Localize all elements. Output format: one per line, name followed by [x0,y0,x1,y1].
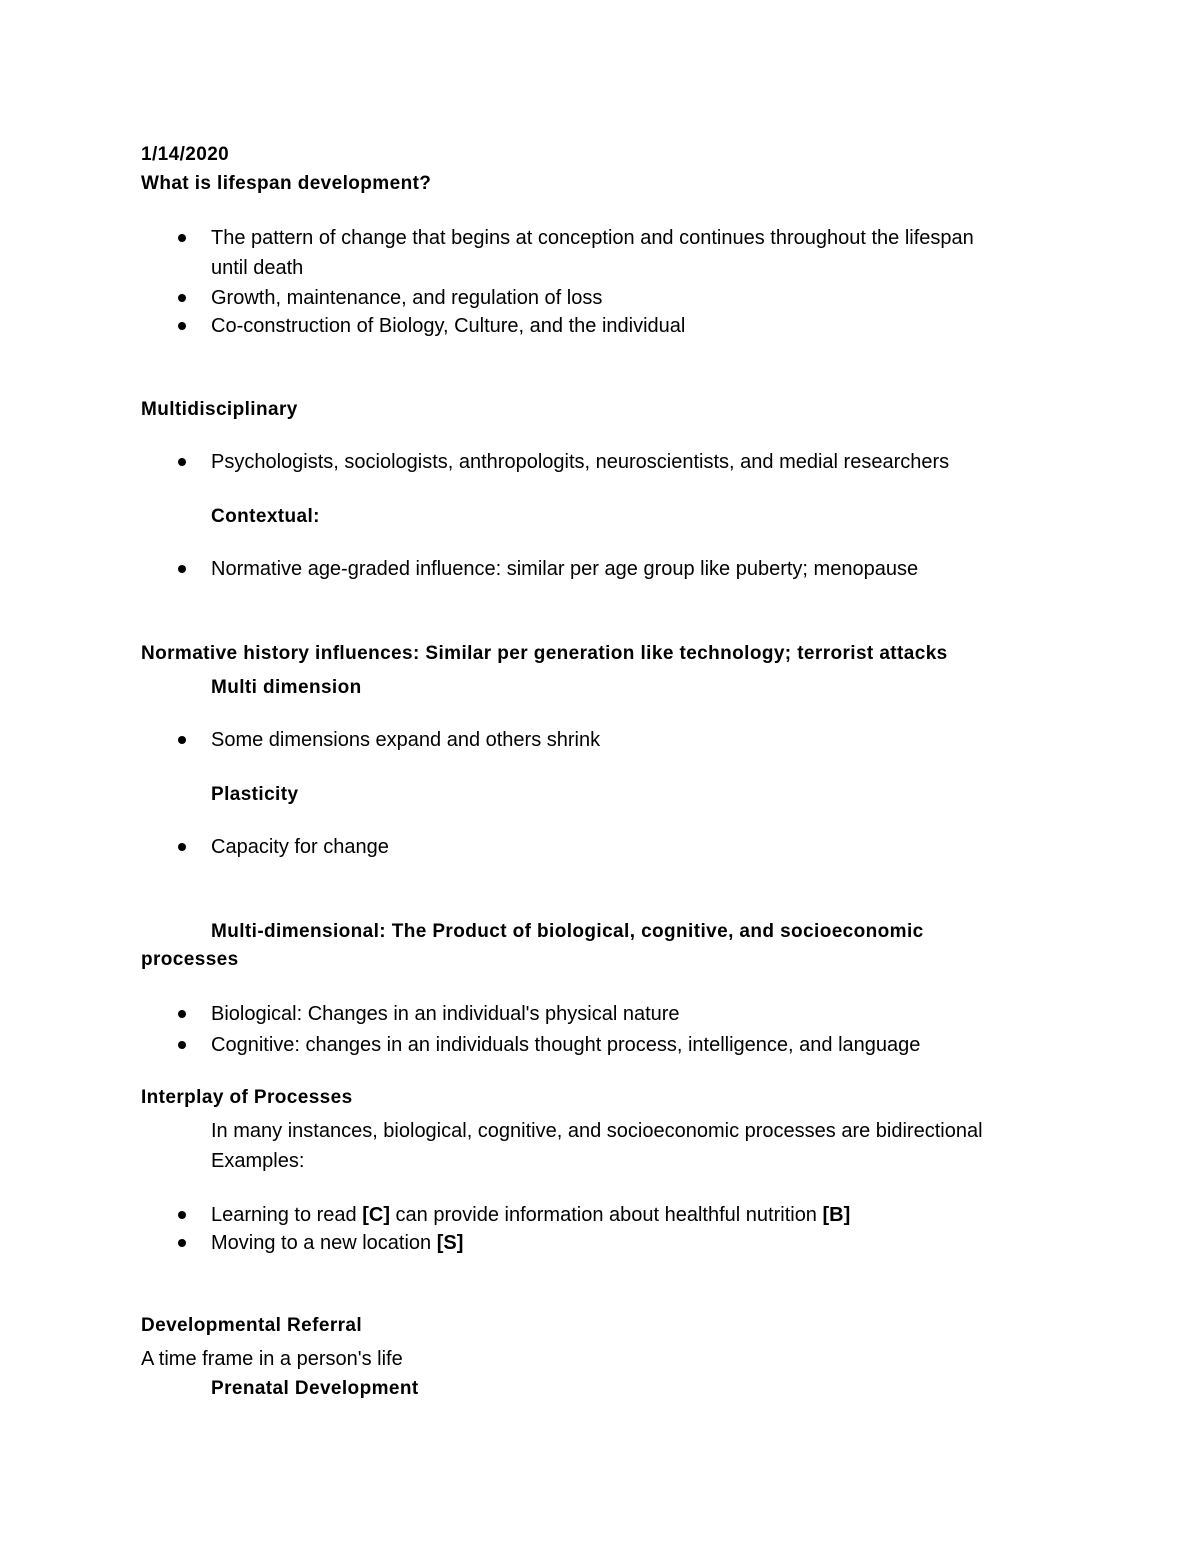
paragraph-text: A time frame in a person's life [141,1348,403,1370]
bullet-icon [178,322,186,330]
heading-multidisciplinary: Multidisciplinary [141,399,298,420]
list-item: Co-construction of Biology, Culture, and the individual [211,315,686,337]
heading-contextual: Contextual: [211,506,320,527]
heading-lifespan-development: What is lifespan development? [141,173,432,194]
category-tag: [B] [822,1204,851,1226]
bullet-icon [178,843,186,851]
bullet-icon [178,736,186,744]
bullet-icon [178,1010,186,1018]
bullet-icon [178,1239,186,1247]
heading-interplay: Interplay of Processes [141,1087,353,1108]
category-tag: [C] [362,1204,390,1226]
date-heading: 1/14/2020 [141,144,230,165]
list-item-continuation: until death [211,257,304,279]
heading-multidimensional: Multi-dimensional: The Product of biological, cognitive, and socioeconomic [211,921,924,942]
bullet-icon [178,234,186,242]
heading-multidimensional-continuation: processes [141,949,239,970]
bullet-icon [178,294,186,302]
paragraph-text: In many instances, biological, cognitive, and socioeconomic processes are bidirectional [211,1120,983,1142]
list-item: Cognitive: changes in an individuals thought process, intelligence, and language [211,1034,921,1056]
list-item [211,1203,850,1227]
list-item: The pattern of change that begins at conception and continues throughout the lifespan [211,227,974,249]
list-item: Psychologists, sociologists, anthropologits, neuroscientists, and medial researchers [211,451,950,473]
heading-prenatal-development: Prenatal Development [211,1378,419,1399]
list-item: Growth, maintenance, and regulation of loss [211,287,603,309]
example-text: Moving to a new location [211,1232,437,1254]
bullet-icon [178,458,186,466]
list-item: Biological: Changes in an individual's physical nature [211,1003,680,1025]
list-item [211,1231,463,1255]
list-item: Some dimensions expand and others shrink [211,729,601,751]
heading-normative-history: Normative history influences: Similar per generation like technology; terrorist attacks [141,643,948,664]
paragraph-text: Examples: [211,1150,305,1172]
bullet-icon [178,1041,186,1049]
category-tag: [S] [436,1232,464,1254]
heading-developmental-referral: Developmental Referral [141,1315,363,1336]
example-text: Learning to read [211,1204,363,1226]
heading-multi-dimension: Multi dimension [211,677,362,698]
example-text: can provide information about healthful nutrition [390,1204,823,1226]
bullet-icon [178,565,186,573]
heading-plasticity: Plasticity [211,784,299,805]
list-item: Normative age-graded influence: similar per age group like puberty; menopause [211,558,919,580]
list-item: Capacity for change [211,836,389,858]
bullet-icon [178,1211,186,1219]
